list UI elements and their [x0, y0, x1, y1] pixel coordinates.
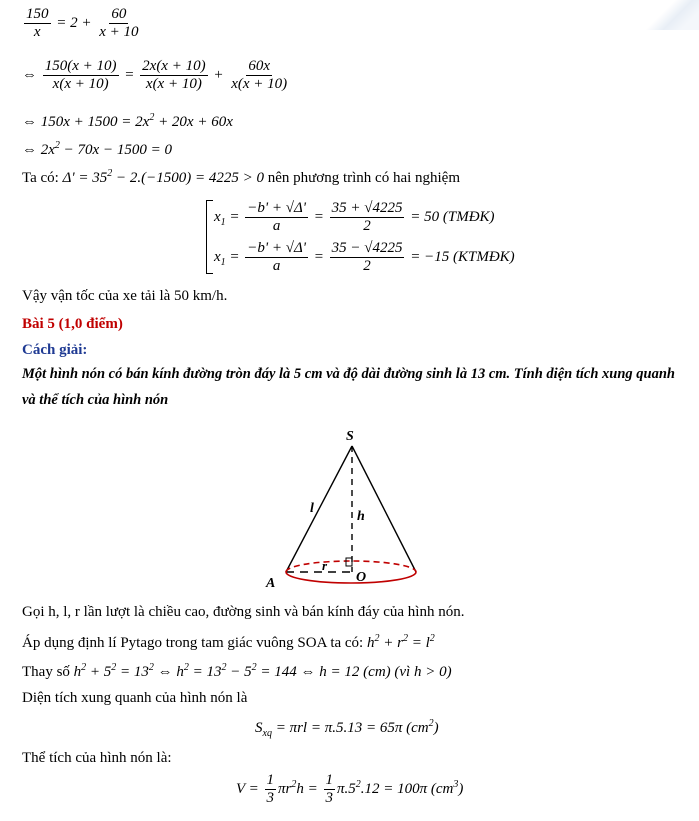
conclusion-text: Vậy vận tốc của xe tải là — [22, 288, 171, 304]
pythagoras-text: Áp dụng định lí Pytago trong tam giác vuông SOA ta có: — [22, 635, 364, 651]
solution-line-2 — [22, 633, 435, 652]
equivalence-arrow: ⇔ — [22, 114, 37, 130]
denominator: a — [272, 258, 281, 275]
solution-line-4: Diện tích xung quanh của hình nón là — [22, 690, 248, 706]
conclusion — [22, 288, 227, 305]
denominator: x(x + 10) — [231, 76, 288, 93]
equals-sign: = — [229, 249, 240, 266]
subscript: 1 — [220, 257, 226, 269]
fraction — [97, 6, 140, 42]
exponent: 2 — [221, 662, 227, 673]
expr: = 144 ⇔ h = 12 (cm) (vì h > 0) — [256, 664, 452, 680]
exponent: 2 — [148, 662, 154, 673]
numerator: 150 — [24, 6, 51, 24]
problem-line-1: Một hình nón có bán kính đường tròn đáy là 5 cm và độ dài đường sinh là 13 cm. Tính diện tích xung quanh — [22, 366, 675, 382]
equation-2 — [22, 58, 291, 94]
delta-prefix: Ta có: — [22, 170, 59, 186]
problem-line-2: và thể tích của hình nón — [22, 392, 169, 408]
numerator: −b' + √Δ' — [245, 240, 308, 258]
exponent: 2 — [183, 662, 189, 673]
delta-expression: Δ' = 35 — [62, 170, 108, 186]
conclusion-value: 50 km/h. — [174, 288, 228, 304]
cone-base-front — [286, 572, 416, 583]
denominator: x(x + 10) — [52, 76, 109, 93]
subscript: xq — [262, 728, 272, 739]
exponent: 3 — [453, 779, 459, 791]
expr: h — [366, 635, 375, 651]
unit: ) — [458, 781, 464, 798]
expr: − 5 — [226, 664, 252, 680]
denominator: 3 — [266, 790, 275, 807]
expr: = 13 — [116, 664, 149, 680]
fraction — [245, 240, 308, 276]
area-symbol: S — [255, 720, 263, 736]
method-label: Cách giải: — [22, 342, 88, 358]
expr: + r — [379, 635, 403, 651]
equivalence-arrow: ⇔ — [22, 142, 37, 158]
solution-line-3 — [22, 662, 452, 681]
cone-slant-left — [286, 446, 352, 572]
expr: h = — [296, 781, 318, 798]
fraction — [265, 772, 277, 808]
label-S: S — [346, 429, 354, 444]
root-variable: x — [214, 209, 221, 226]
exponent: 2 — [428, 718, 434, 729]
exponent: 2 — [291, 779, 297, 791]
equation-text: − 70x − 1500 = 0 — [59, 142, 172, 158]
right-angle-mark — [346, 558, 352, 566]
denominator: 2 — [363, 258, 371, 275]
equals-sign: = — [313, 249, 324, 266]
equals-sign: = — [229, 209, 240, 226]
expr: πr — [278, 781, 292, 798]
label-l: l — [310, 501, 314, 516]
fraction — [245, 200, 308, 236]
expr: π.5 — [337, 781, 356, 798]
numerator: 2x(x + 10) — [140, 58, 207, 76]
denominator: x + 10 — [99, 24, 139, 41]
numerator: 35 + √4225 — [330, 200, 405, 218]
unit: (cm — [430, 781, 454, 798]
unit: ) — [433, 720, 439, 736]
denominator: 2 — [363, 218, 371, 235]
expr: ⇔ h — [153, 664, 184, 680]
plus-sign: + — [213, 67, 224, 84]
equals-sign: = — [313, 209, 324, 226]
fraction — [229, 58, 289, 94]
fraction — [140, 58, 207, 94]
delta-line — [22, 168, 460, 187]
exponent: 2 — [149, 112, 155, 123]
solution-line-1: Gọi h, l, r lần lượt là chiều cao, đường sinh và bán kính đáy của hình nón. — [22, 604, 465, 620]
exponent: 2 — [107, 168, 113, 179]
unit: (cm — [406, 720, 429, 736]
exponent: 2 — [81, 662, 87, 673]
substitute-prefix: Thay số — [22, 664, 70, 680]
expr: h — [73, 664, 82, 680]
denominator: 3 — [325, 790, 333, 807]
numerator: 1 — [265, 772, 277, 790]
lateral-area-formula — [255, 718, 439, 739]
equation-4 — [22, 140, 172, 159]
equation-text: + 20x + 60x — [154, 114, 233, 130]
root-1 — [214, 200, 495, 236]
numerator: 1 — [324, 772, 336, 790]
numerator: 35 − √4225 — [330, 240, 405, 258]
expr: = 13 — [188, 664, 222, 680]
equation-text: 2x — [40, 142, 55, 158]
delta-expression: − 2.(−1500) = 4225 > 0 — [112, 170, 264, 186]
numerator: 60x — [246, 58, 272, 76]
expr: .12 = 100π — [360, 781, 428, 798]
exponent: 2 — [355, 779, 361, 791]
equation-1 — [22, 6, 143, 42]
fraction — [330, 240, 405, 276]
solution-line-5: Thể tích của hình nón là: — [22, 750, 172, 766]
fraction — [324, 772, 336, 808]
volume-formula — [236, 772, 463, 808]
cone-figure — [260, 422, 440, 592]
subscript: 1 — [220, 217, 226, 229]
corner-decoration — [639, 0, 699, 30]
area-expression: = πrl = π.5.13 = 65π — [271, 720, 403, 736]
root-2 — [214, 240, 515, 276]
volume-symbol: V = — [236, 781, 259, 798]
fraction — [24, 6, 51, 42]
equation-3 — [22, 112, 233, 131]
numerator: 60 — [109, 6, 128, 24]
expr: = l — [407, 635, 430, 651]
equation-text: 150x + 1500 = 2x — [40, 114, 150, 130]
equals-sign: = — [124, 67, 135, 84]
label-h: h — [357, 509, 365, 524]
exponent: 2 — [374, 633, 380, 644]
label-r: r — [322, 558, 328, 573]
denominator: x(x + 10) — [145, 76, 202, 93]
numerator: 150(x + 10) — [43, 58, 119, 76]
equation-text: = 2 + — [56, 15, 92, 32]
equivalence-arrow: ⇔ — [22, 67, 37, 84]
denominator: a — [272, 218, 281, 235]
exponent: 2 — [429, 633, 435, 644]
denominator: x — [33, 24, 41, 41]
root-variable: x — [214, 249, 221, 266]
fraction — [330, 200, 405, 236]
exponent: 2 — [402, 633, 408, 644]
label-A: A — [266, 576, 276, 591]
section-title: Bài 5 (1,0 điểm) — [22, 316, 123, 332]
system-bracket — [206, 200, 213, 274]
expr: + 5 — [86, 664, 112, 680]
root-result: = 50 (TMĐK) — [410, 209, 495, 226]
label-O: O — [356, 570, 367, 585]
exponent: 2 — [54, 140, 60, 151]
exponent: 2 — [111, 662, 117, 673]
exponent: 2 — [251, 662, 257, 673]
fraction — [43, 58, 119, 94]
root-result: = −15 (KTMĐK) — [410, 249, 515, 266]
numerator: −b' + √Δ' — [245, 200, 308, 218]
delta-suffix: nên phương trình có hai nghiệm — [267, 170, 461, 186]
